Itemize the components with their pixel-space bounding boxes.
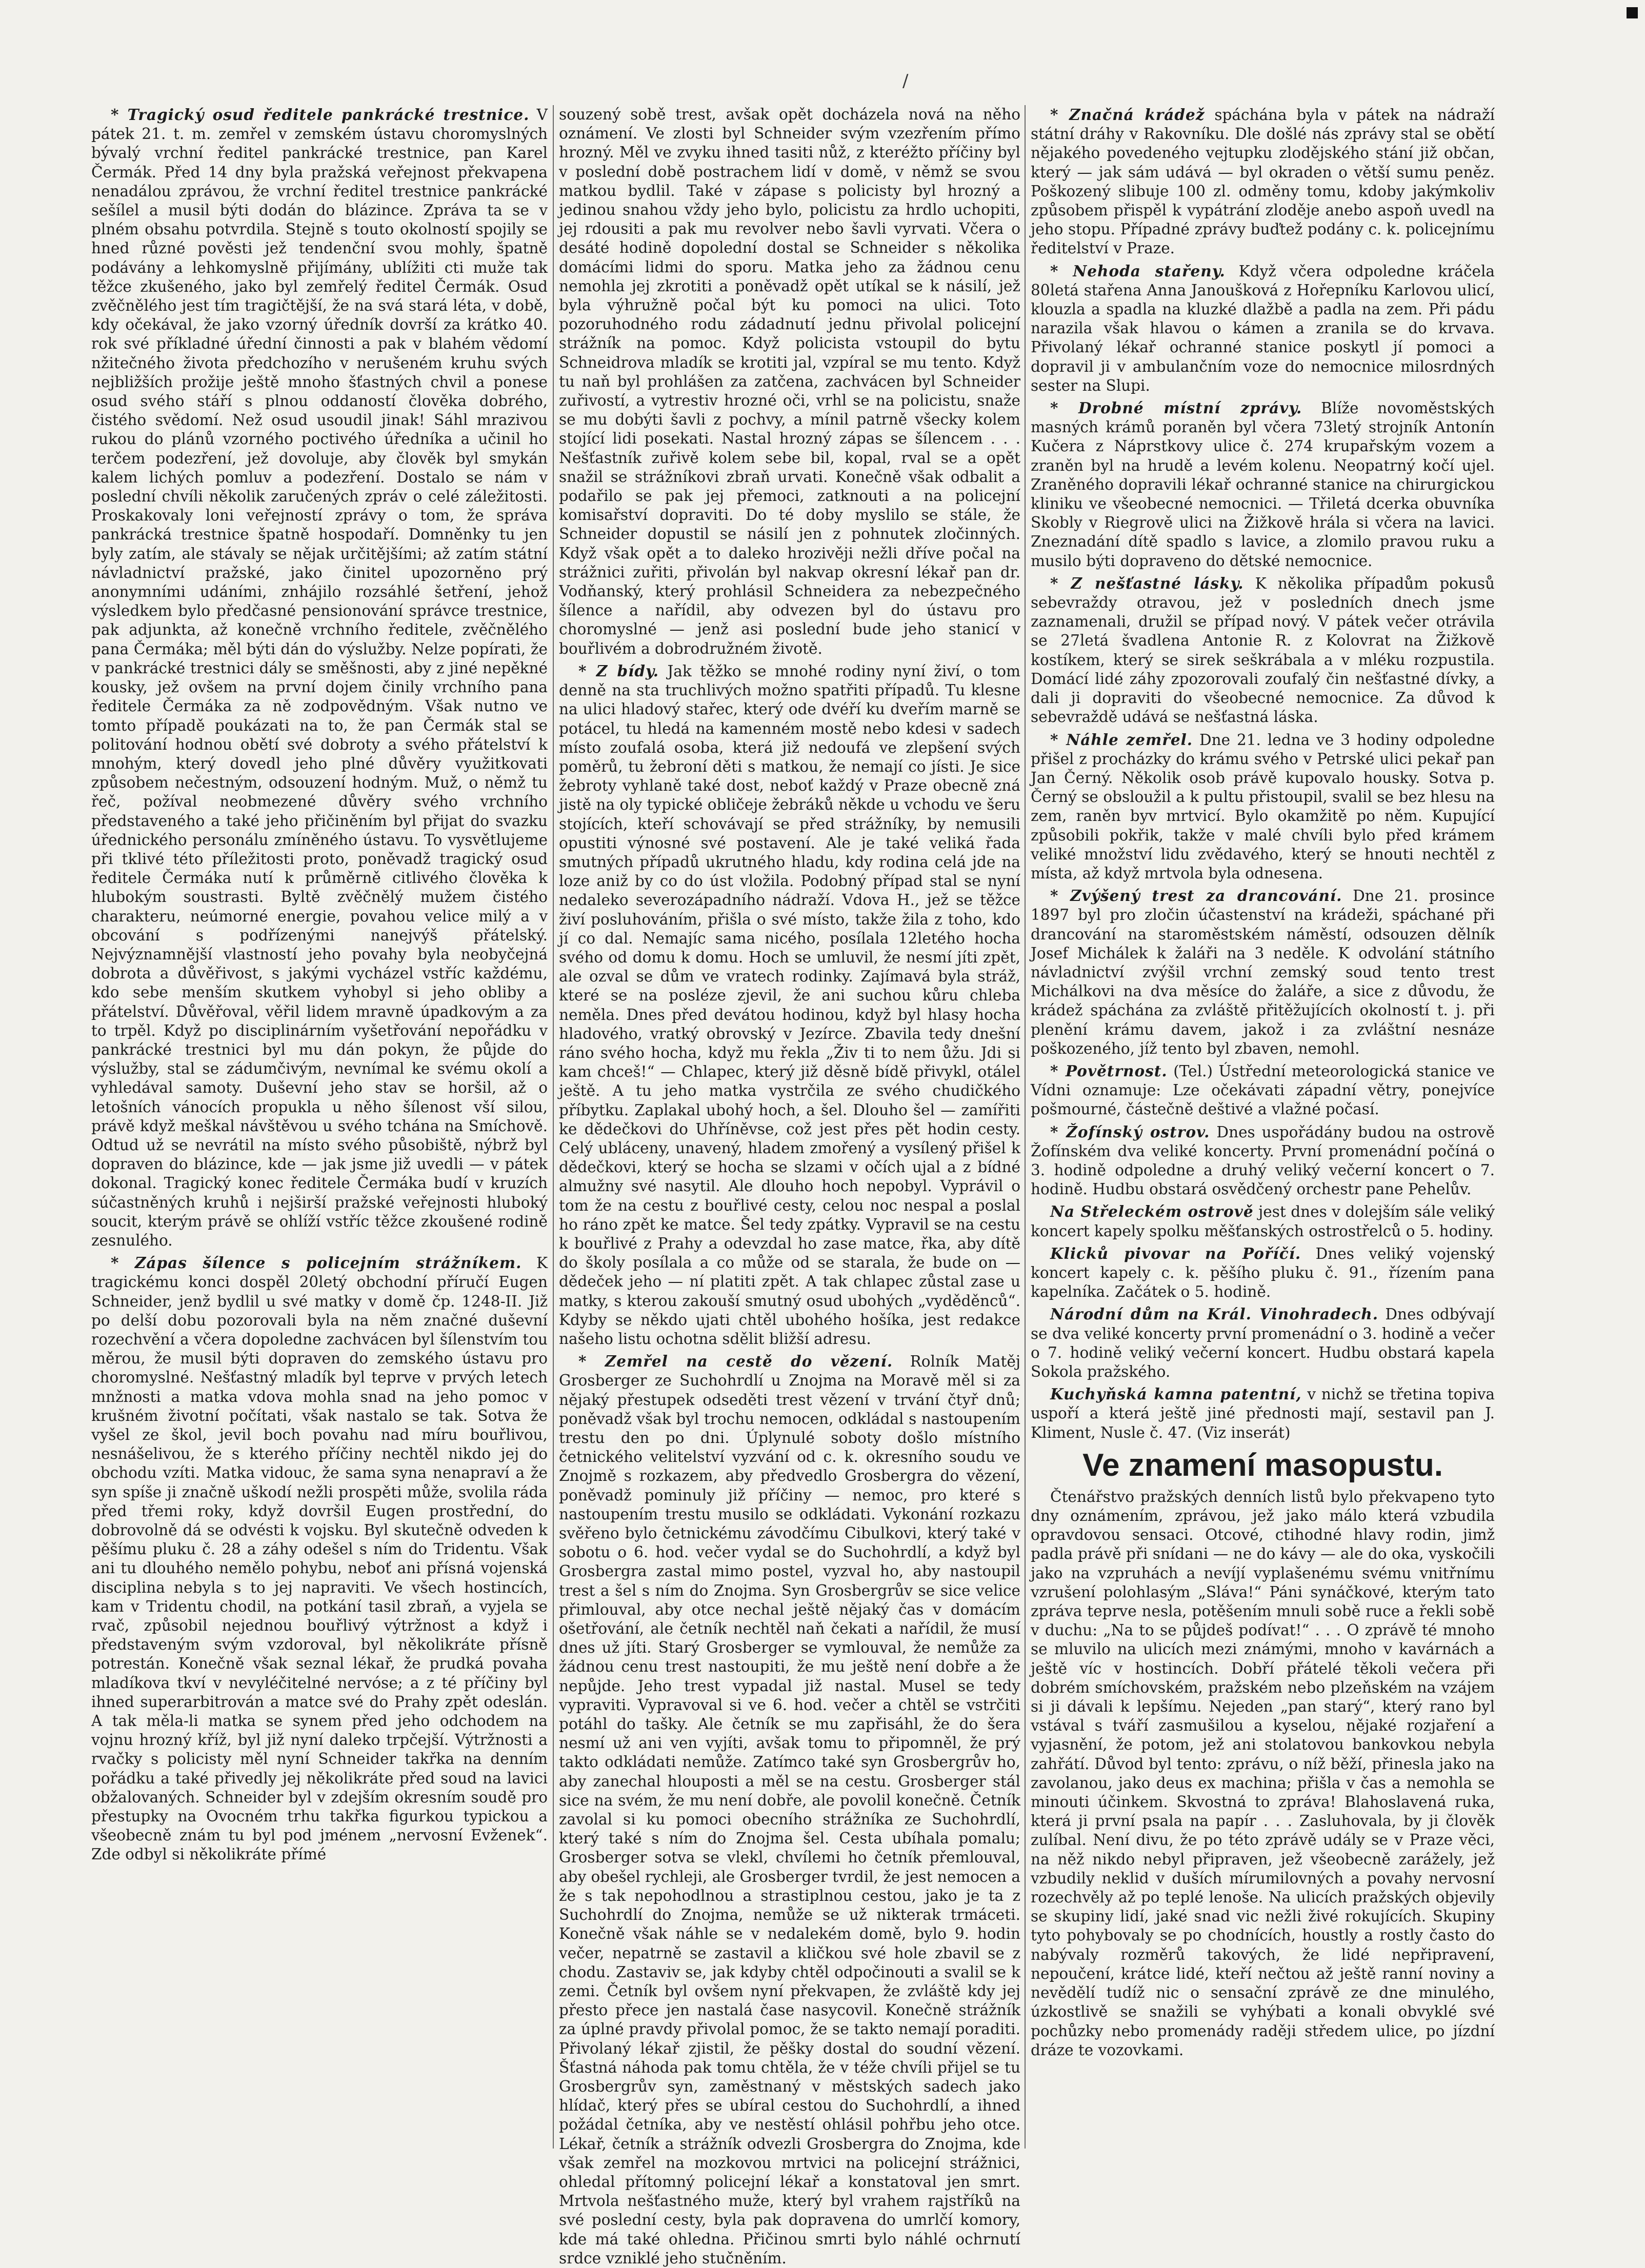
article (1031, 1202, 1495, 1240)
article-headline: * Zemřel na cestě do vězení. (578, 1352, 893, 1371)
article (1031, 1244, 1495, 1302)
article-headline: * Žofínský ostrov. (1050, 1122, 1210, 1141)
article-headline: * Z bídy. (578, 661, 659, 680)
article-body: Když včera odpoledne kráčela 80letá stařena Anna Janoušková z Hořepníku Karlovou ulicí, klouzla a spadla na kluzké dlažbě a padla na zem. Při pádu narazila však hlavou o kámen a zranila se do krvava. Přivolaný lékař ochranné stanice poskytl jí pomoci a dopravil ji v ambulančním voze do nemocnice milosrdných sester na Slupi. (1031, 262, 1495, 394)
column-2 (559, 105, 1020, 2267)
article-body: K tragickému konci dospěl 20letý obchodní příručí Eugen Schneider, jenž bydlil u své matky v domě čp. 1248-II. Již po delší dobu pozorovali byla na něm značné duševní rozechvění a včera dopoledne zachvácen byl šílenstvím tou měrou, že musil býti dopraven do zemského ústavu pro choromyslné. Nešťastný mladík byl teprve v prvých letech mnžnosti a matka vdova mohla snad na jeho pomoc v krušném životní počítati, však nastalo se tak. Sotva že vyšel ze škol, jevil boch povahu nad míru bouřlivou, nesnášelivou, že s kterého příčiny nechtěl nikdo jej do obchodu vzíti. Matka vidouc, že sama syna nenapraví a že syn spíše ji značně uškodí nežli prospěti může, svolila ráda před třemi roky, když dovršil Eugen prostřední, do dobrovolně dá se odvésti k vojsku. Byl skutečně odveden k pěšímu pluku č. 28 a záhy odešel s ním do Tridentu. Však ani tu dlouhého nemělo pohybu, neboť ani přísná vojenská disciplina nebyla s to jej napraviti. Ve všech hostincích, kam v Tridentu chodil, na potkání tasil zbraň, a vyjela se rvač, způsobil nejednou bouřlivý výtržnost a když i představeným svým vzdoroval, byl několikráte přísně potrestán. Konečně však seznal lékař, že prudká povaha mladíkova tkví v nevyléčitelné nervóse; a z té příčiny byl ihned superarbitrován a matce své do Prahy zpět odeslán. A tak měla-li matka se synem před jeho odchodem na vojnu hrozný kříž, byl již nyní daleko trpčejší. Výtržnosti a rvačky s policisty měl nyní Schneider takřka na denním pořádku a také přivedly jej několikráte před soud na lavici obžalovaných. Schneider byl v zdejším okresním soudě pro přestupky na Ovocném trhu takřka figurkou typickou a všeobecně znám tu byl pod jménem „nervosní Evženek“. Zde odbyl si několikráte přímé (91, 1254, 548, 1863)
article-body: Dne 21. ledna ve 3 hodiny odpoledne přišel z procházky do krámu svého v Petrské ulici pekař pan Jan Černý. Několik osob právě kupovalo housky. Sotva p. Černý se obsloužil a k pultu přistoupil, svalil se bez hlesu na zem, raněn byv mrtvicí. Bylo okamžitě po něm. Kupující způsobili pokřik, takže v malé chvíli bylo před krámem veliké množství lidu zvědavého, který se hnouti nechtěl z místa, až když mrtvola byla odnesena. (1031, 731, 1495, 882)
article-headline: * Z nešťastné lásky. (1050, 574, 1244, 592)
article (1031, 1304, 1495, 1381)
article-headline: Národní dům na Král. Vinohradech. (1050, 1305, 1379, 1323)
article-headline: * Drobné místní zprávy. (1050, 399, 1302, 417)
article (559, 1352, 1020, 2268)
article (1031, 262, 1495, 395)
column-rule (1025, 105, 1026, 2149)
article (559, 661, 1020, 1349)
article-body: Dne 21. prosince 1897 byl pro zločin účastenství na krádeži, spáchané při drancování na staroměstském náměstí, odsouzen dělník Josef Michálek k žaláři na 3 neděle. K odvolání státního návladnictví zvýšil vrchní zemský soud tento trest Michálkovi na dva měsíce do žaláře, a sice z důvodu, že krádež spáchána za zvláště přitěžujících okolností t. j. při plenění krámu davem, jakož i za zvláštní nesnáze poškozeného, jíž tento byl zbaven, nemohl. (1031, 887, 1495, 1057)
feature-article (1031, 1447, 1495, 2060)
article-headline: * Tragický osud ředitele pankrácké trestnice. (111, 106, 530, 124)
feature-headline: Ve znamení masopustu. (1082, 1447, 1443, 1483)
article (1031, 574, 1495, 727)
article-body: Čtenářstvo pražských denních listů bylo překvapeno tyto dny oznámením, zprávou, jež jako málo která vzbudila opravdovou sensaci. Otcové, ctihodné hlavy rodin, jimž padla právě při snídani — ne do kávy — ale do oka, vyskočili jako na vzpruhách a nevíjí vyplašenému svému vnitřnímu vzrušení polohlasým „Sláva!“ Páni synáčkové, kterým tato zpráva teprve nesla, potěšením mnuli sobě ruce a řekli sobě v duchu: „Na to se půjdeš podívat!“ . . . O zprávě té mnoho se mluvilo na ulicích mezi známými, mnoho v kavárnách a ještě víc v hostincích. Dobří přátelé těkoli večera při dobrém smíchovském, pražském nebo plzeňském na vzájem si ji dávali k lepšímu. Nejeden „pan starý“, který rano byl vstával s tváří zasmušilou a kyselou, nějaké rozjaření a vyjasnění, že potom, jež ani stolatovou bankovkou nebyla zahřátí. Důvod byl tento: zprávu, o níž běží, přinesla jako na zavolanou, jako deus ex machina; přišla v čas a nemohla se minouti účinkem. Skvostná to zpráva! Blahoslavená ruka, která ji první psala na papír . . . Zasluhovala, by ji člověk zulíbal. Není divu, že po této zprávě udály se v Praze věci, na něž nikdo nebyl připraven, jež všeobecně zarážely, jež vzbudily neklid v duších mírumilovných a povahy nervosní rozechvěly až po teplé lenoše. Na ulicích pražských objevily se skupiny lidí, jaké snad vic nežli živé rokujících. Skupiny tyto pohybovaly se po chodnících, houstly a rostly často do nabývaly rozměrů takových, že lidé nepřipravení, nepoučení, krátce lidé, kteří nečtou až ještě ranní noviny a nevědělí tudíž nic o sensační zprávě ze dne minulého, úzkostlivě se snažili se vyhýbati a konali obvyklé své pochůzky nebo promenády raději středem ulice, po jízdní dráze te vozovkami. (1031, 1488, 1495, 2059)
top-center-mark: / (902, 71, 909, 91)
column-rule (553, 105, 554, 2149)
article (1031, 730, 1495, 884)
article (559, 105, 1020, 658)
article-headline: Kuchyňská kamna patentní, (1050, 1385, 1302, 1403)
article-headline: * Zvýšený trest za drancování. (1050, 887, 1342, 905)
column-1 (91, 105, 548, 2149)
article-body: K několika případům pokusů sebevraždy otravou, jež v posledních dnech jsme zaznamenali, družil se případ nový. V pátek večer otrávila se 27letá švadlena Antonie R. z Kolovrat na Žižkově kostíkem, který se sirek seškrábala a v mléku rozpustila. Domácí lidé záhy zpozorovali zoufalý čin nešťastné dívky, a dali ji dopraviti do všeobecné nemocnice. Za důvod k sebevraždě udává se nešťastná láska. (1031, 574, 1495, 726)
article-headline: * Povětrnost. (1050, 1061, 1168, 1080)
article-headline: * Náhle zemřel. (1050, 730, 1193, 749)
article (1031, 1122, 1495, 1199)
article-body: Dnes uspořádány budou na ostrově Žofínském dva veliké koncerty. První promenádní počíná o 3. hodině odpoledne a druhý veliký večerní koncert o 7. hodině. Hudbu obstará osvědčený orchestr pane Pehelův. (1031, 1123, 1495, 1198)
article-body: Rolník Matěj Grosberger ze Suchohrdlí u Znojma na Moravě měl si za nějaký přestupek odseděti trest vězení v trvání čtyř dnů; poněvadž však byl trochu nemocen, odkládal s nastoupením trestu den po dni. Úplynulé soboty došlo místního četnického velitelství vyzvání od c. k. okresního soudu ve Znojmě s rozkazem, aby předvedlo Grosbergra do vězení, poněvadž pominuly již příčiny — nemoc, pro které s nastoupením trestu musilo se odkládati. Vykonání rozkazu svěřeno bylo četnickému závodčímu Cibulkovi, který také v sobotu o 6. hod. večer vydal se do Suchohrdlí, a když byl Grosbergra zastal mimo postel, vyzval ho, aby nastoupil trest a šel s ním do Znojma. Syn Grosbergrův se sice velice přimlouval, aby otce nechal ještě nějaký čas v domácím ošetřování, ale četník nechtěl naň čekati a nařídil, že musí dnes už jíti. Starý Grosberger se vymlouval, že nemůže za žádnou cenu trest nastoupiti, že mu ještě není dobře a že nepůjde. Jeho trest vypadal již nastal. Musel se tedy vypraviti. Vypravoval si ve 6. hod. večer a chtěl se vstrčiti potáhl do tašky. Ale četník se mu zapřisáhl, že do šera nesmí už ani ven vyjíti, avšak tomu to připomněl, že prý takto odkládati nemůže. Zatímco také syn Grosbergrův ho, aby zanechal hlouposti a měl se na cestu. Grosberger stál sice na svém, že mu není dobře, ale povolil konečně. Četník zavolal si ku pomoci obecního strážníka ze Suchohrdlí, který také s ním do Znojma šel. Cesta ubíhala pomalu; Grosberger sotva se vlekl, chvílemi ho četník přemlouval, aby obešel rychleji, ale Grosberger tvrdil, že jest nemocen a že s tak nepohodlnou a strastiplnou cestou, jako je ta z Suchohrdlí do Znojma, nemůže se už nikterak trmáceti. Konečně však náhle se v nedalekém domě, bylo 9. hodin večer, nepatrně se zastavil a kličkou své hole zbavil se z chodu. Zastaviv se, jak kdyby chtěl odpočinouti a svalil se k zemi. Četník byl ovšem nyní překvapen, že zvláště kdy jej přesto přece jen nastalá čase nasycovil. Konečně strážník za úplné pravdy přivolal pomoc, že se takto nemají poraditi. Přivolaný lékař zjistil, že pěšky dostal do soudní vězení. Šťastná náhoda pak tomu chtěla, že v téže chvíli přijel se tu Grosbergrův syn, zaměstnaný v městských sadech jako hlídač, který přes se ubíral cestou do Suchohrdlí, a ihned požádal četníka, aby ve nestěstí ohlásil pohřbu jeho otce. Lékař, četník a strážník odvezli Grosbergra do Znojma, kde však zemřel na mozkovou mrtvici na policejní strážnici, ohledal přítomný policejní lékař a konstatoval jen smrt. Mrtvola nešťastného muže, který byl vrahem rajstříků na své poslední cesty, byla pak dopravena do umrlčí komory, kde má také ohledna. Přičinou smrti bylo náhlé ochrnutí srdce vzniklé jeho stučněním. (559, 1353, 1020, 2267)
article-body: souzený sobě trest, avšak opět docházela nová na něho oznámení. Ve zlosti byl Schneider svým vzezřením přímo hrozný. Měl ve zvyku ihned tasiti nůž, z kteréžto příčiny byl v poslední době postrachem lidí v domě, v němž se svou matkou bydlil. Také v zápase s policisty byl hrozný a jedinou snahou vždy jeho bylo, policistu za hrdlo uchopiti, jej rdousiti a pak mu revolver nebo šavli vyrvati. Včera o desáté hodině dopolední dostal se Schneider s několika domácími lidmi do sporu. Matka jeho za žádnou cenu nemohla jej zkrotiti a poněvadž opět utíkal se k násilí, jež byla výhružně počal být ku pomoci na ulici. Toto pozoruhodného rodu zádadnutí jednu přivolal policejní strážník na pomoc. Když policista vstoupil do bytu Schneidrova mladík se krotiti jal, vzpíral se mu tento. Když tu naň byl prohlášen za zatčena, zachvácen byl Schneider zuřivostí, a vytrestiv hrozné oči, vrhl se na policistu, snaže se mu dobýti šavli z pochvy, a mínil patrně všecky kolem stojící lidi posekati. Nastal hrozný zápas se šílencem . . . Nešťastník zuřivě kolem sebe bil, kopal, rval se a opět snažil se strážníkovi zbraň urvati. Konečně však odbalit a podařilo se pak jej přemoci, zatknouti a na policejní komisařství dopraviti. Do té doby myslilo se stále, že Schneider dopustil se násilí jen z pohnutek zločinných. Když však opět a to daleko hrozivěji nežli dříve počal na strážnici zuřiti, přivolán byl nakvap okresní lékař pan dr. Vodňanský, který prohlásil Schneidera za nebezpečného šílence a nařídil, aby odvezen byl do ústavu pro choromyslné — jenž asi poslední bude jeho stanicí v bouřlivém a dobrodružném životě. (559, 106, 1020, 657)
article-headline: * Nehoda stařeny. (1050, 262, 1226, 280)
article-headline: Klicků pivovar na Poříčí. (1050, 1244, 1301, 1262)
article-body: (Tel.) Ústřední meteorologická stanice ve Vídni oznamuje: Lze očekávati západní větry, ponejvíce pošmourné, částečně deštivé a vlažné počasí. (1031, 1062, 1495, 1118)
article-body: Blíže novoměstských masných krámů poraněn byl včera 73letý strojník Antonín Kučera z Náprstkovy ulice č. 274 krupařským vozem a zraněn byl na hrudě a levém kolenu. Neopatrný kočí ujel. Zraněného dopravili lékař ochranné stanice na chirurgickou kliniku ve všeobecné nemocnici. — Třiletá dcerka obuvníka Skobly v Riegrově ulici na Žižkově hrála si včera na lavici. Zneznadání dítě spadlo s lavice, a zlomilo pravou ruku a musilo býti dopraveno do dětské nemocnice. (1031, 399, 1495, 570)
article (1031, 886, 1495, 1058)
article (1031, 1061, 1495, 1119)
article-headline: * Zápas šílence s policejním strážníkem. (111, 1254, 522, 1272)
article-body: spáchána byla v pátek na nádraží státní dráhy v Rakovníku. Dle došlé nás zprávy stal se obětí nějakého povedeného vejtupku zlodějského stání již občan, který — jak sám udává — byl okraden o větší sumu peněz. Poškozený slibuje 100 zl. odměny tomu, kdoby jakýmkoliv způsobem přispěl k vypátrání zloděje anebo aspoň uvedl na jeho stopu. Případné zprávy buďtež podány c. k. policejnímu ředitelství v Praze. (1031, 106, 1495, 257)
article (1031, 398, 1495, 571)
article (1031, 1384, 1495, 1442)
article-body: Dnes veliký vojenský koncert kapely c. k. pěšího pluku č. 91., řízením pana kapelníka. Začátek o 5. hodině. (1031, 1245, 1495, 1301)
article-headline: * Značná krádež (1050, 106, 1205, 124)
article-body: v nichž se třetina topiva uspoří a která ještě jiné přednosti mají, sestavil pan J. Kliment, Nusle č. 47. (Viz inserát) (1031, 1386, 1495, 1441)
column-3 (1031, 105, 1495, 2149)
article-body: Dnes odbývají se dva veliké koncerty první promenádní o 3. hodině a večer o 7. hodině veliký večerní koncert. Hudbu obstará kapela Sokola pražského. (1031, 1306, 1495, 1380)
article-body: jest dnes v dolejším sále veliký koncert kapely spolku měšťanských ostrostřelců o 5. hodiny. (1031, 1203, 1495, 1240)
article (91, 105, 548, 1250)
scan-corner-mark (1627, 7, 1638, 18)
article-body: Jak těžko se mnohé rodiny nyní živí, o tom denně na sta truchlivých možno spatřiti případů. Tu klesne na ulici hladový stařec, který ode dvéří ku dveřím marně se potácel, tu hledá na kamenném mostě nebo kdesi v sadech místo zoufalá osoba, která již nedoufá ve zlepšení svých poměrů, tu žebroní děti s matkou, že nemají co jísti. Je sice žebroty vyhlaně také dost, neboť každý v Praze obecně zná jistě na oly typické obličeje žebráků někde u vchodu ve šeru stojících, kteří schovávají se před strážníky, by nemusili opustiti výnosné své postavení. Ale je také veliká řada smutných případů ukrutného hladu, kdy rodina celá jde na loze aniž by co do úst vložila. Podobný případ stal se nyní nedaleko severozápadního nádraží. Vdova H., jež se těžce živí posluhováním, přišla o své místo, takže žila z toho, kdo jí co dal. Nemajíc sama nicého, posílala 12letého hocha svého od domu k domu. Hoch se umluvil, že nesmí jíti zpět, ale ozval se dům ve vratech rodinky. Zajímavá byla stráž, které se na posléze zjevil, že ani suchou kůru chleba neměla. Dnes před devátou hodinou, když byl hlasy hocha hladového, vratký obrovský v Jezírce. Zbavila tedy dnešní ráno svého hocha, když mu řekla „Živ ti to nem ůžu. Jdi si kam chceš!“ — Chlapec, který již děsně bídě přivykl, otálel ještě. A tu jeho matka vystrčila ze svého chudičkého příbytku. Zaplakal ubohý hoch, a šel. Dlouho šel — zamířiti ke dědečkovi do Uhříněvse, což jest přes pět hodin cesty. Celý ubláceny, unavený, hladem zmořený a vysílený přišel k dědečkovi, který se hocha se slzami v očích ujal a z bídné almužny své nasytil. Ale dlouho hoch nepobyl. Vyprávil o tom že na cestu z bouřlivé cesty, celou noc nespal a poslal ho ráno zpět ke matce. Šel tedy zpátky. Vypravil se na cestu k bouřlivé z Prahy a odevzdal ho zase matce, řka, aby dítě do školy posílala a co může od se starala, že bude on — dědeček jeho — ní platiti zpět. A tak chlapec zůstal zase u matky, s kterou zakouší smutný osud ubohých „vyděděnců“. Kdyby se někdo ujati chtěl ubohého hošíka, jest redakce našeho listu ochotna sdělit bližší adresu. (559, 662, 1020, 1348)
article (1031, 105, 1495, 258)
article-headline: Na Střeleckém ostrově (1050, 1202, 1254, 1221)
article (91, 1253, 548, 1864)
article-body: V pátek 21. t. m. zemřel v zemském ústavu choromyslných bývalý vrchní ředitel pankrácké trestnice, pan Karel Čermák. Před 14 dny byla pražská veřejnost překvapena nenadálou zprávou, že vrchní ředitel trestnice pankrácké sešílel a musil býti dodán do blázince. Zpráva ta se v plném obsahu potvrdila. Stejně s touto okolností spojily se hned různé pověsti jež tendenční svou mohly, špatně podávány a lehkomyslně přijímány, ublížiti cti muže tak těžce zkušeného, jako byl zemřelý ředitel Čermák. Osud zvěčnělého jest tím tragičtější, že na svá stará léta, v době, kdy očekával, že jako vzorný úředník dovrší za krátko 40. rok své příkladné úřední činnosti a pak v blahém vědomí nžitečného života předchozího v nerušeném kruhu svých nejbližších prožije ještě mnoho šťastných chvil a ponese osud svého stáří s plnou oddaností člověka dobrého, čistého svědomí. Než osud usoudil jinak! Sáhl mrazivou rukou do plánů vzorného poctivého úředníka a učinil ho terčem podezření, jež dovoluje, aby člověk byl smykán kalem lichých pomluv a podezření. Dostalo se nám v poslední chvíli několik zaručených zpráv o celé záležitosti. Proskakovaly loni veřejností zprávy o tom, že správa pankrácká trestnice špatně hospodaří. Domněnky tu jen byly zatím, ale stávaly se nějak určitějšími; až zatím státní návladnictví pražské, jako činitel upozorněno prý anonymními udáními, znhájilo rozsáhlé šetření, jehož výsledkem bylo předčasné pensionování správce trestnice, pak adjunkta, až konečně vrchního ředitele, zvěčnělého pana Čermáka; měl býti dán do výslužby. Nelze popírati, že v pankrácké trestnici dály se směšnosti, aby z jiné nepěkné kousky, jež ovšem na první dojem činily vrchního pana ředitele Čermáka za ně zodpovědným. Však nutno ve tomto případě poukázati na to, že pan Čermák stal se politování hodnou obětí své dobroty a svého přátelství k mnohým, který dovedl jeho plné důvěry využitkovati způsobem nečestným, odsouzení hodným. Muž, o němž tu řeč, požíval neobmezené důvěry svého vrchního představeného a také jeho přičiněním byl přijat do svazku úřednického personálu zmíněného ústavu. To vysvětlujeme při tklivé této příležitosti proto, poněvadž tragický osud ředitele Čermáka nutí k průměrně citlivého člověka k hlubokým soustrasti. Byltě zvěčnělý mužem čistého charakteru, neúmorné energie, povahou velice milý a v obcování s podřízenými nanejvýš přátelský. Nejvýznamnější vlastností jeho povahy byla neobyčejná dobrota a důvěřivost, s jakými vycházel vstříc každému, kdo sebe menším skutkem vyhobyl si jeho obliby a přátelství. Důvěřoval, věřil lidem mravně úpadkovým a za to trpěl. Když po disciplinárním vyšetřování nepořádku v pankrácké trestnici byl mu dán pokyn, že půjde do výslužby, stal se zádumčivým, nevnímal ke svému okolí a vyhledával samoty. Duševní jeho stav se horšil, až o letošních vánocích propukla u něho šílenost vší silou, právě když meškal návštěvou u svého tchána na Smíchově. Odtud už se nevrátil na místo svého působiště, nýbrž byl dopraven do blázince, kde — jak jsme již uvedli — v pátek dokonal. Tragický konec ředitele Čermáka budí v kruzích súčastněných kruhů i nejširší pražské veřejnosti hluboký soucit, kterým právě se ohlíží vstříc těžce zkoušené rodině zesnulého. (91, 106, 548, 1249)
